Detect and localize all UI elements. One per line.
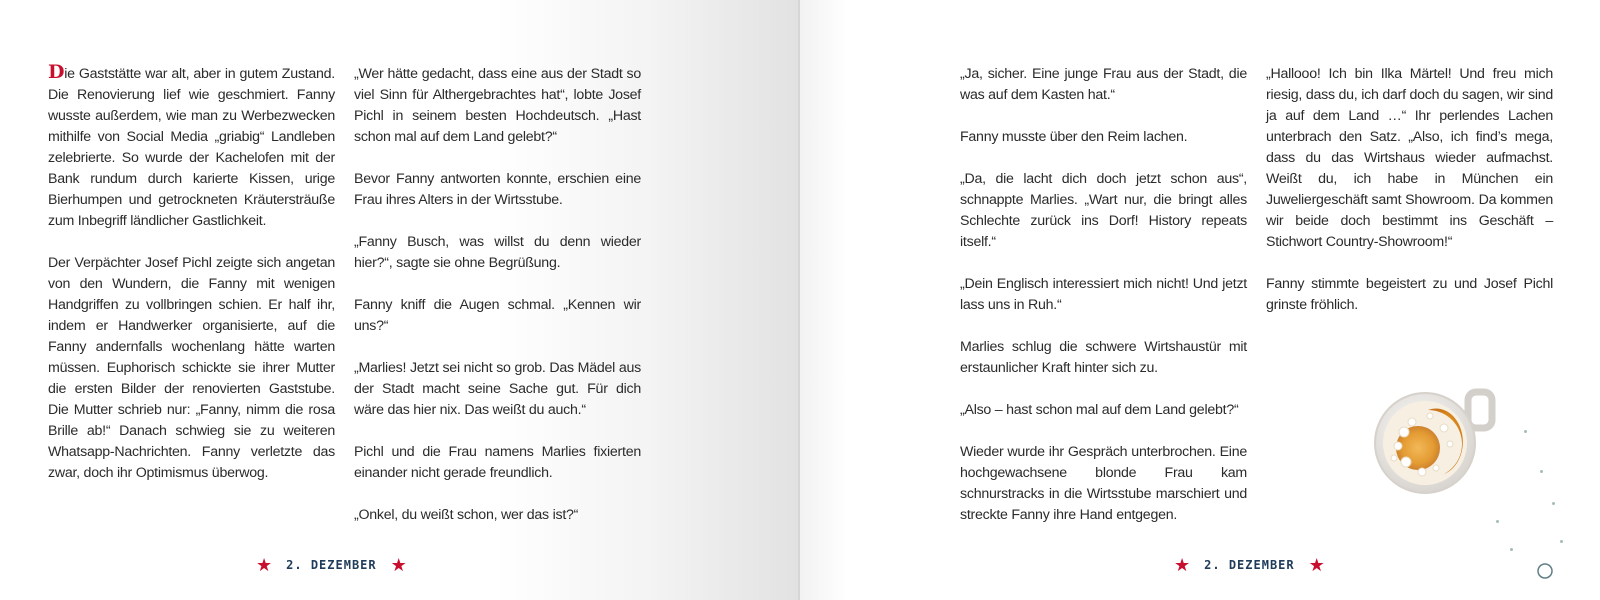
right-page-column-2 — [1266, 64, 1553, 337]
decor-speck — [1510, 548, 1513, 551]
decor-ring — [1534, 560, 1556, 582]
footer-date-label: 2. DEZEMBER — [1204, 558, 1295, 572]
paragraph — [48, 61, 335, 232]
paragraph: „Fanny Busch, was willst du denn wieder hier?“, sagte sie ohne Begrüßung. — [354, 234, 641, 271]
paragraph: Pichl und die Frau namens Marlies fixierten einander nicht gerade freundlich. — [354, 444, 641, 481]
star-icon: ★ — [256, 555, 273, 575]
decor-speck — [1552, 502, 1555, 505]
right-page-column-1 — [960, 64, 1247, 547]
paragraph: Der Verpächter Josef Pichl zeigte sich angetan von den Wundern, die Fanny mit wenigen Handgriffen zu vollbringen schien. Er half ihr, indem er Handwerker organisierte, auf die Fanny andernfalls wochenlang hätte warten müssen. Euphorisch schickte sie ihrer Mutter die ersten Bilder der renovierten Gaststube. Die Mutter schrieb nur: „Fanny, nimm die rosa Brille ab!“ Danach schwieg sie zu weiteren Whatsapp-Nachrichten. Fanny verletzte das zwar, doch ihr Optimismus überwog. — [48, 255, 335, 481]
paragraph: „Da, die lacht dich doch jetzt schon aus“, schnappte Marlies. „Wart nur, die bringt alles Schlechte zurück ins Dorf! History repeats itself.“ — [960, 171, 1247, 250]
decor-speck — [1496, 520, 1499, 523]
decor-speck — [1524, 430, 1527, 433]
paragraph: „Dein Englisch interessiert mich nicht! Und jetzt lass uns in Ruh.“ — [960, 276, 1247, 313]
left-page — [0, 0, 798, 600]
paragraph-text: ie Gaststätte war alt, aber in gutem Zustand. Die Renovierung lief wie geschmiert. Fanny wusste außerdem, wie man zu Werbezwecken mithilfe von Social Media „griabig“ Landleben zelebrierte. So wurde der Kachelofen mit der Bank rundum durch karierte Kissen, urige Bierhumpen und getrockneten Kräutersträuße zum Inbegriff ländlicher Gastlichkeit. — [48, 66, 335, 229]
paragraph: „Onkel, du weißt schon, wer das ist?“ — [354, 507, 579, 523]
paragraph: „Hallooo! Ich bin Ilka Märtel! Und freu mich riesig, dass du, ich darf doch du sagen, wir sind ja auf dem Land …“ Ihr perlendes Lachen unterbrach den Satz. „Also, ich find’s mega, dass du das Wirtshaus wieder aufmachst. Weißt du, ich habe in München ein Juweliergeschäft samt Showroom. Da kommen wir beide doch bestimmt ins Geschäft – Stichwort Country-Showroom!“ — [1266, 66, 1553, 250]
decor-speck — [1560, 540, 1563, 543]
footer-date-label: 2. DEZEMBER — [286, 558, 377, 572]
star-icon: ★ — [390, 555, 407, 575]
paragraph: „Marlies! Jetzt sei nicht so grob. Das Mädel aus der Stadt macht seine Sache gut. Für dich wäre das hier nix. Das weißt du auch.“ — [354, 360, 641, 418]
paragraph: „Wer hätte gedacht, dass eine aus der Stadt so viel Sinn für Althergebrachtes hat“, lobte Josef Pichl in seinem besten Hochdeutsch. „Hast schon mal auf dem Land gelebt?“ — [354, 66, 641, 145]
paragraph: Bevor Fanny antworten konnte, erschien eine Frau ihres Alters in der Wirtsstube. — [354, 171, 641, 208]
decor-speck — [1540, 470, 1543, 473]
paragraph: Fanny stimmte begeistert zu und Josef Pichl grinste fröhlich. — [1266, 276, 1553, 313]
paragraph: „Ja, sicher. Eine junge Frau aus der Stadt, die was auf dem Kasten hat.“ — [960, 66, 1247, 103]
paragraph: Marlies schlug die schwere Wirtshaustür mit erstaunlicher Kraft hinter sich zu. — [960, 339, 1247, 376]
star-icon: ★ — [1308, 555, 1325, 575]
left-page-column-1 — [48, 61, 335, 505]
left-page-column-2 — [354, 64, 641, 547]
paragraph: Wieder wurde ihr Gespräch unterbrochen. Eine hochgewachsene blonde Frau kam schnurstracks in die Wirtsstube marschiert und streckte Fanny ihre Hand entgegen. — [960, 444, 1247, 523]
drop-cap: D — [48, 61, 65, 83]
page-footer — [256, 556, 407, 574]
paragraph: Fanny kniff die Augen schmal. „Kennen wir uns?“ — [354, 297, 641, 334]
star-icon: ★ — [1174, 555, 1191, 575]
paragraph: Fanny musste über den Reim lachen. — [960, 129, 1188, 145]
page-footer — [1174, 556, 1325, 574]
beer-mug-illustration — [1370, 388, 1510, 528]
paragraph: „Also – hast schon mal auf dem Land gelebt?“ — [960, 402, 1239, 418]
